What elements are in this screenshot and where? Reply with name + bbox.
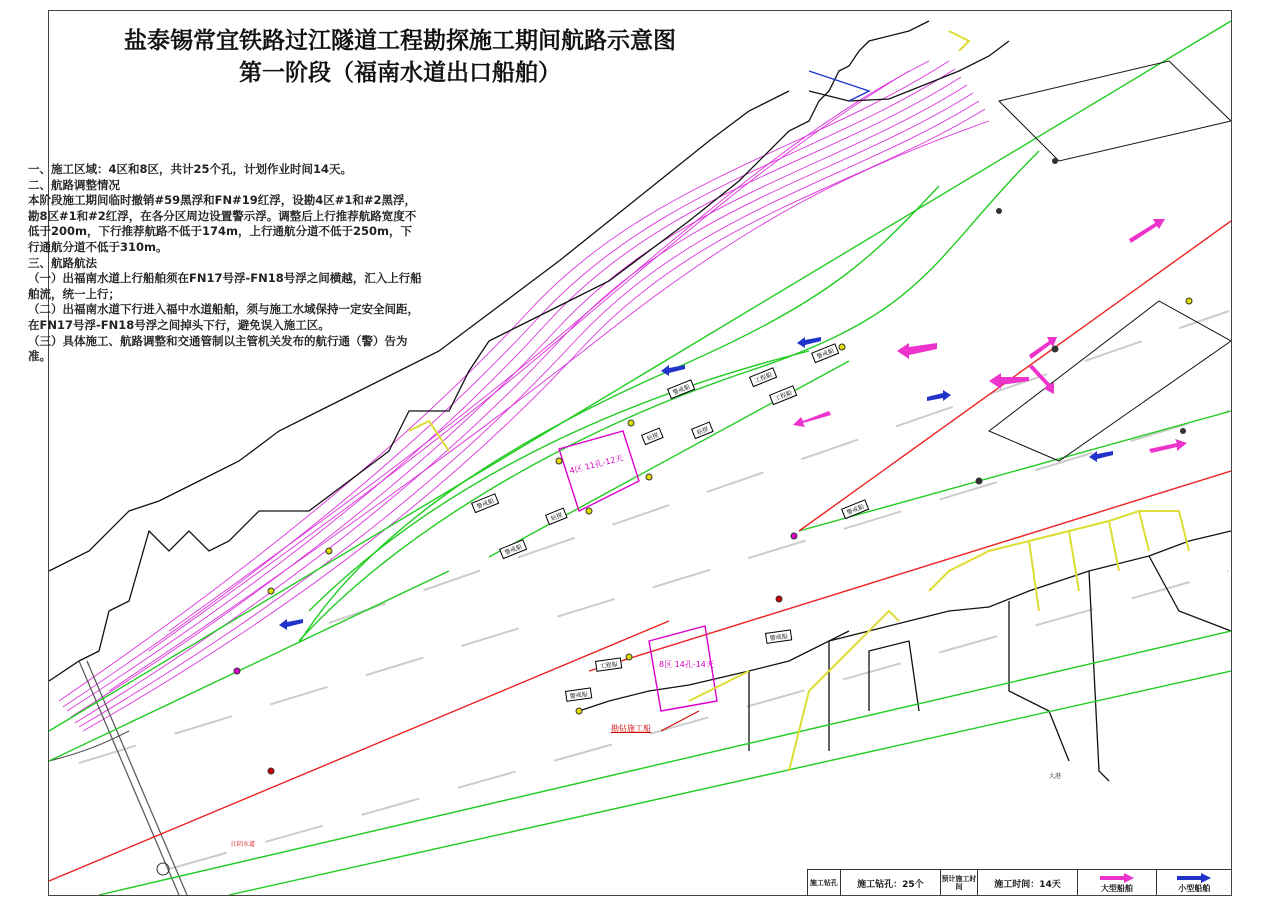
note-line: 三、航路航法 bbox=[28, 255, 97, 270]
legend-drill-value: 施工钻孔：25个 bbox=[841, 870, 941, 896]
note-line: 本阶段施工期间临时撤销#59黑浮和FN#19红浮，设勘4区#1和#2黑浮，勘8区#1和#2红浮，在各分区周边设置警示浮。调整后上行推荐航路宽度不低于200m，下行推荐航路不低于174m，上行通航分道不低于250m，下行通航分道不低于310m。 bbox=[28, 193, 417, 254]
note-line: 一、施工区域：4区和8区，共计25个孔，计划作业时间14天。 bbox=[28, 162, 353, 176]
shoreline bbox=[49, 21, 1231, 781]
large-ship-arrows bbox=[793, 219, 1187, 453]
legend-large-ship-label: 大型船舶 bbox=[1100, 883, 1133, 893]
zone-8-label: 8区 14孔-14天 bbox=[659, 660, 714, 669]
vessel-label: 警戒船 bbox=[667, 379, 695, 399]
legend-small-ship-label: 小型船舶 bbox=[1178, 883, 1211, 893]
small-ship-arrow-icon bbox=[1177, 873, 1211, 883]
legend-small-ship bbox=[1157, 870, 1232, 896]
dock-label: 大港 bbox=[1049, 773, 1062, 780]
drilling-platform-label: 勘钻施工船 bbox=[611, 724, 651, 733]
river-label: 江阴水道 bbox=[231, 841, 256, 848]
notes-panel bbox=[28, 162, 423, 365]
green-channel-lines bbox=[49, 21, 1231, 895]
small-ship-arrows bbox=[279, 337, 1113, 630]
note-line: （二）出福南水道下行进入福中水道船舶，须与施工水域保持一定安全间距，在FN17号浮-FN18号浮之间掉头下行，避免误入施工区。 bbox=[28, 302, 419, 332]
vessel-label: 警戒船 bbox=[499, 539, 527, 559]
vessel-label: 警戒船 bbox=[765, 629, 792, 644]
map-frame bbox=[48, 10, 1232, 896]
page-title: 盐泰锡常宜铁路过江隧道工程勘探施工期间航路示意图 bbox=[124, 28, 676, 54]
legend-time-value: 施工时间：14天 bbox=[978, 870, 1078, 896]
dock-yellow bbox=[409, 31, 1189, 771]
channel-centerline-dashed bbox=[79, 311, 1229, 869]
vessel-label: 警戒船 bbox=[841, 499, 869, 519]
vessel-label: 工程船 bbox=[769, 385, 797, 405]
legend-drill-label: 施工钻孔 bbox=[808, 870, 841, 896]
legend-time-label: 预计施工时间 bbox=[941, 870, 978, 896]
vessel-label: 工程船 bbox=[595, 657, 622, 672]
blue-inlet bbox=[809, 71, 869, 101]
vessel-label: 钻探 bbox=[691, 422, 714, 440]
legend bbox=[807, 869, 1232, 896]
large-ship-arrow-icon bbox=[1100, 873, 1134, 883]
anchorage-areas bbox=[989, 61, 1231, 461]
note-line: （一）出福南水道上行船舶须在FN17号浮-FN18号浮之间横越，汇入上行船舶流，统一上行； bbox=[28, 271, 422, 301]
navigation-map bbox=[49, 11, 1231, 895]
note-line: （三）具体施工、航路调整和交通管制以主管机关发布的航行通（警）告为准。 bbox=[28, 333, 408, 364]
zone-4-label: 4区 11孔-12天 bbox=[568, 453, 625, 476]
vessel-label: 工程船 bbox=[749, 367, 777, 387]
vessel-label: 警戒船 bbox=[471, 493, 499, 513]
note-line: 二、航路调整情况 bbox=[28, 177, 120, 192]
vessel-label: 警戒船 bbox=[565, 687, 592, 702]
page-subtitle: 第一阶段（福南水道出口船舶） bbox=[239, 60, 561, 86]
vessel-label: 钻探 bbox=[545, 508, 568, 526]
vessel-label: 钻探 bbox=[641, 428, 664, 446]
legend-large-ship bbox=[1078, 870, 1156, 896]
vessel-label: 警戒船 bbox=[811, 343, 839, 363]
